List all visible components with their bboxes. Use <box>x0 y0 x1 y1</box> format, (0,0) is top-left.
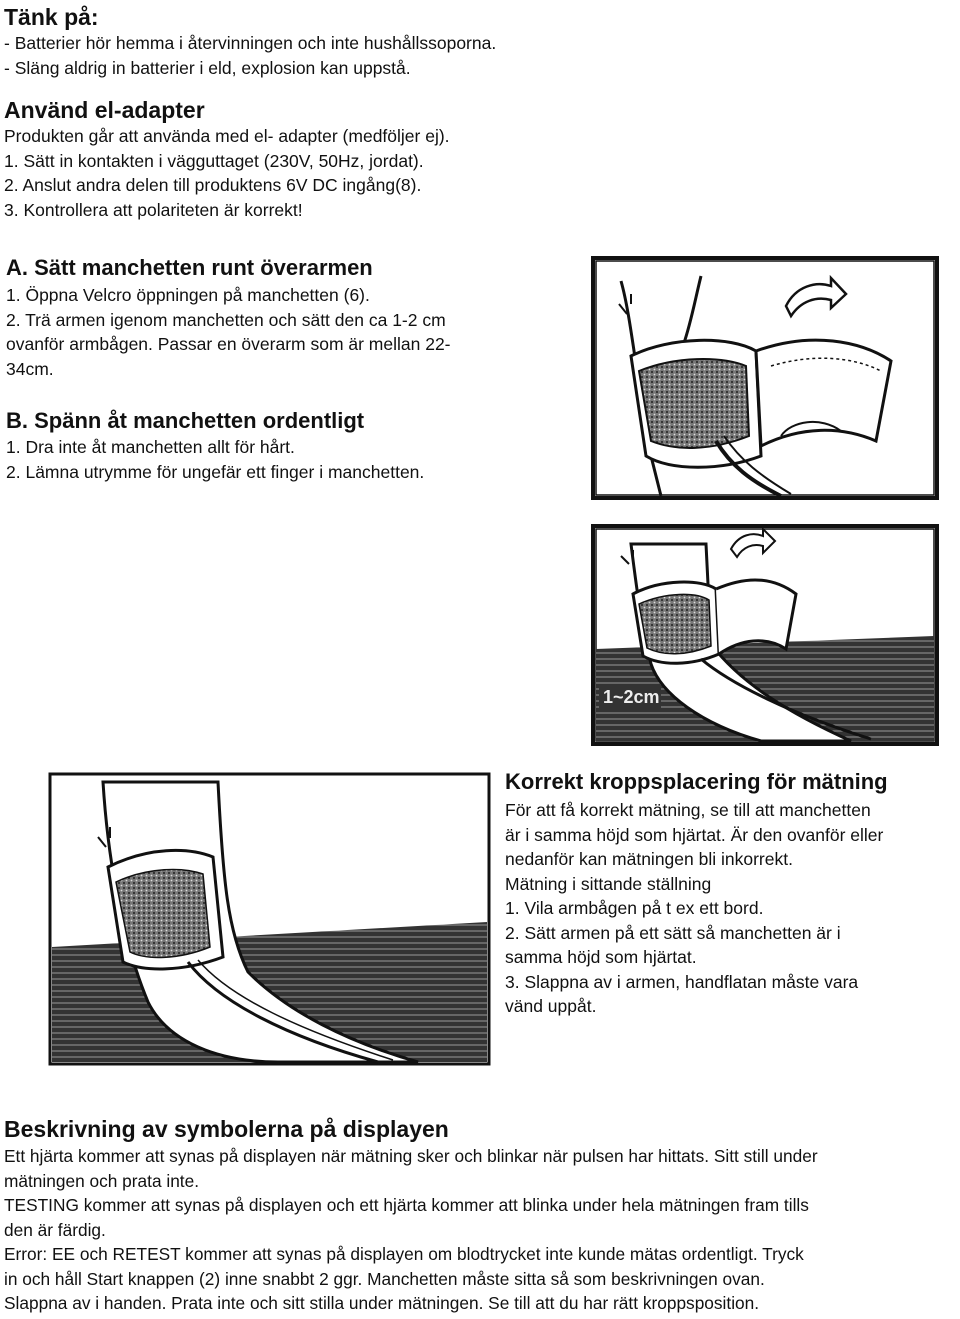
section-b <box>6 408 424 484</box>
heading-adapter: Använd el-adapter <box>4 97 205 123</box>
heading-korrekt: Korrekt kroppsplacering för mätning <box>505 769 888 794</box>
section-korrekt <box>505 769 888 1019</box>
text-line: För att få korrekt mätning, se till att manchetten <box>505 800 871 820</box>
text-line: Mätning i sittande ställning <box>505 873 712 894</box>
text-line: 1. Dra inte åt manchetten allt för hårt. <box>6 437 295 457</box>
text-line: TESTING kommer att synas på displayen och ett hjärta kommer att blinka under hela mätningen fram tills <box>4 1195 809 1215</box>
text-line: 3. Slappna av i armen, handflatan måste vara <box>505 971 859 992</box>
adapter-text <box>4 124 450 222</box>
text-line: samma höjd som hjärtat. <box>505 947 697 967</box>
text-line: den är färdig. <box>4 1219 106 1240</box>
text-line: in och håll Start knappen (2) inne snabbt 2 ggr. Manchetten måste sitta så som beskrivningen ovan. <box>4 1268 765 1289</box>
text-line: 2. Anslut andra delen till produktens 6V DC ingång(8). <box>4 175 422 195</box>
heading-b: B. Spänn åt manchetten ordentligt <box>6 408 365 433</box>
section-symbols <box>4 1116 818 1316</box>
text-line: mätningen och prata inte. <box>4 1170 200 1191</box>
heading-a: A. Sätt manchetten runt överarmen <box>6 255 373 280</box>
text-line: 34cm. <box>6 358 54 379</box>
text-line: - Batterier hör hemma i återvinningen och inte hushållssoporna. <box>4 33 497 53</box>
text-line: Slappna av i handen. Prata inte och sitt stilla under mätningen. Se till att du har rätt kroppsposition. <box>4 1293 760 1313</box>
text-line: ovanför armbågen. Passar en överarm som är mellan 22- <box>6 334 451 354</box>
heading-tank: Tänk på: <box>4 4 99 30</box>
text-line: - Släng aldrig in batterier i eld, explosion kan uppstå. <box>4 57 411 78</box>
text-line: nedanför kan mätningen bli inkorrekt. <box>505 849 793 869</box>
arm-on-table-illustration <box>48 772 491 1066</box>
text-line: Produkten går att använda med el- adapter (medföljer ej). <box>4 126 450 146</box>
distance-label: 1~2cm <box>603 687 660 707</box>
section-a <box>6 255 451 381</box>
text-line: vänd uppåt. <box>505 996 597 1016</box>
cuff-open-illustration <box>591 256 939 500</box>
text-line: 1. Vila armbågen på t ex ett bord. <box>505 898 764 918</box>
heading-symbols: Beskrivning av symbolerna på displayen <box>4 1116 449 1142</box>
text-line: 2. Sätt armen på ett sätt så manchetten är i <box>505 922 841 943</box>
text-line: är i samma höjd som hjärtat. Är den ovanför eller <box>505 824 884 845</box>
a-text <box>6 283 451 381</box>
text-line: 1. Sätt in kontakten i vägguttaget (230V, 50Hz, jordat). <box>4 150 424 171</box>
text-line: 2. Lämna utrymme för ungefär ett finger i manchetten. <box>6 461 425 482</box>
symbols-text <box>4 1144 818 1316</box>
text-line: 3. Kontrollera att polariteten är korrekt! <box>4 199 303 220</box>
section-tank <box>4 4 496 80</box>
tank-text <box>4 31 496 80</box>
b-text <box>6 435 424 484</box>
text-line: Error: EE och RETEST kommer att synas på displayen om blodtrycket inte kunde mätas ordentligt. Tryck <box>4 1244 804 1264</box>
text-line: 2. Trä armen igenom manchetten och sätt den ca 1-2 cm <box>6 309 446 330</box>
korrekt-text <box>505 798 888 1019</box>
cuff-position-illustration <box>591 524 939 746</box>
section-adapter <box>4 97 450 222</box>
text-line: Ett hjärta kommer att synas på displayen när mätning sker och blinkar när pulsen har hittats. Sitt still under <box>4 1146 818 1166</box>
text-line: 1. Öppna Velcro öppningen på manchetten (6). <box>6 285 370 305</box>
